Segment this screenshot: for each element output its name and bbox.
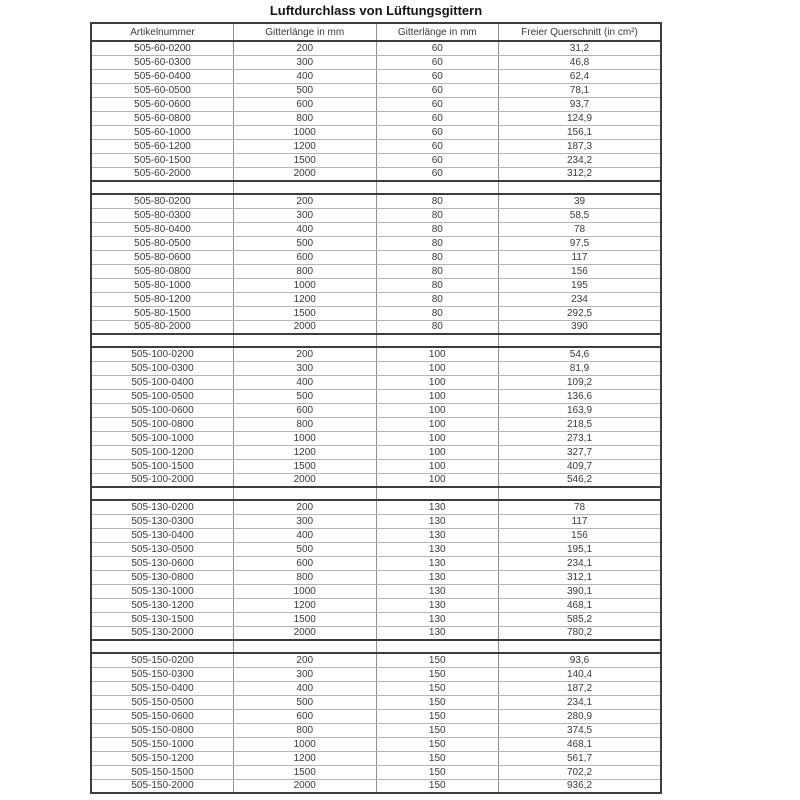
cell-gitterlaenge: 500 <box>234 83 377 97</box>
cell-gitterlaenge: 800 <box>234 111 377 125</box>
cell-gitterlaenge: 1200 <box>234 292 377 306</box>
cell-artikelnummer: 505-80-1000 <box>91 278 234 292</box>
cell-gitterlaenge: 1000 <box>234 278 377 292</box>
cell-gitterhoehe: 100 <box>376 473 499 487</box>
cell-querschnitt: 234,2 <box>499 153 661 167</box>
cell-artikelnummer: 505-150-1500 <box>91 765 234 779</box>
cell-querschnitt: 46,8 <box>499 55 661 69</box>
cell-artikelnummer: 505-80-1500 <box>91 306 234 320</box>
cell-artikelnummer: 505-130-0200 <box>91 500 234 514</box>
cell-gitterhoehe: 130 <box>376 542 499 556</box>
cell-gitterhoehe: 130 <box>376 570 499 584</box>
cell-artikelnummer: 505-150-0300 <box>91 667 234 681</box>
table-row <box>91 779 661 793</box>
cell-querschnitt: 39 <box>499 194 661 208</box>
cell-gitterlaenge: 800 <box>234 264 377 278</box>
cell-artikelnummer: 505-80-0400 <box>91 222 234 236</box>
table-row <box>91 389 661 403</box>
table-row <box>91 375 661 389</box>
cell-artikelnummer: 505-100-2000 <box>91 473 234 487</box>
cell-gitterlaenge: 1200 <box>234 445 377 459</box>
cell-gitterhoehe: 80 <box>376 222 499 236</box>
cell-querschnitt: 292,5 <box>499 306 661 320</box>
table-row <box>91 222 661 236</box>
separator-cell <box>91 181 234 194</box>
cell-querschnitt: 136,6 <box>499 389 661 403</box>
cell-gitterlaenge: 1000 <box>234 584 377 598</box>
cell-querschnitt: 409,7 <box>499 459 661 473</box>
cell-gitterlaenge: 1000 <box>234 125 377 139</box>
cell-querschnitt: 702,2 <box>499 765 661 779</box>
cell-artikelnummer: 505-150-0200 <box>91 653 234 667</box>
table-row <box>91 584 661 598</box>
cell-gitterhoehe: 60 <box>376 167 499 181</box>
table-row <box>91 69 661 83</box>
separator-row <box>91 640 661 653</box>
cell-gitterlaenge: 400 <box>234 222 377 236</box>
cell-gitterhoehe: 80 <box>376 292 499 306</box>
cell-gitterhoehe: 60 <box>376 111 499 125</box>
table-row <box>91 445 661 459</box>
cell-querschnitt: 936,2 <box>499 779 661 793</box>
cell-artikelnummer: 505-80-0800 <box>91 264 234 278</box>
cell-gitterhoehe: 100 <box>376 417 499 431</box>
cell-gitterhoehe: 150 <box>376 681 499 695</box>
cell-querschnitt: 195,1 <box>499 542 661 556</box>
table-row <box>91 139 661 153</box>
table-row <box>91 709 661 723</box>
cell-querschnitt: 374,5 <box>499 723 661 737</box>
cell-gitterhoehe: 100 <box>376 361 499 375</box>
cell-gitterlaenge: 1200 <box>234 139 377 153</box>
table-row <box>91 751 661 765</box>
cell-gitterlaenge: 200 <box>234 194 377 208</box>
cell-querschnitt: 109,2 <box>499 375 661 389</box>
table-row <box>91 125 661 139</box>
cell-gitterhoehe: 60 <box>376 55 499 69</box>
cell-querschnitt: 31,2 <box>499 41 661 55</box>
cell-gitterlaenge: 2000 <box>234 320 377 334</box>
separator-cell <box>91 640 234 653</box>
cell-querschnitt: 93,7 <box>499 97 661 111</box>
page-title: Luftdurchlass von Lüftungsgittern <box>269 3 483 18</box>
table-header <box>91 23 661 41</box>
cell-querschnitt: 187,2 <box>499 681 661 695</box>
column-header-gitterhoehe: Gitterlänge in mm <box>376 23 499 41</box>
cell-gitterlaenge: 200 <box>234 41 377 55</box>
cell-querschnitt: 163,9 <box>499 403 661 417</box>
cell-artikelnummer: 505-150-0800 <box>91 723 234 737</box>
cell-gitterhoehe: 130 <box>376 528 499 542</box>
group-separator <box>91 487 661 500</box>
cell-gitterhoehe: 80 <box>376 236 499 250</box>
table-row <box>91 264 661 278</box>
cell-gitterhoehe: 150 <box>376 653 499 667</box>
cell-gitterlaenge: 1500 <box>234 459 377 473</box>
cell-gitterlaenge: 500 <box>234 236 377 250</box>
separator-cell <box>499 640 661 653</box>
cell-gitterlaenge: 1200 <box>234 598 377 612</box>
cell-querschnitt: 468,1 <box>499 737 661 751</box>
cell-gitterlaenge: 300 <box>234 208 377 222</box>
cell-artikelnummer: 505-130-0300 <box>91 514 234 528</box>
cell-gitterhoehe: 60 <box>376 139 499 153</box>
cell-artikelnummer: 505-60-0600 <box>91 97 234 111</box>
table-row <box>91 681 661 695</box>
cell-gitterlaenge: 600 <box>234 403 377 417</box>
cell-gitterhoehe: 150 <box>376 709 499 723</box>
cell-gitterhoehe: 80 <box>376 250 499 264</box>
cell-gitterhoehe: 100 <box>376 375 499 389</box>
cell-gitterlaenge: 800 <box>234 723 377 737</box>
cell-gitterhoehe: 80 <box>376 278 499 292</box>
cell-gitterlaenge: 300 <box>234 55 377 69</box>
cell-artikelnummer: 505-100-0400 <box>91 375 234 389</box>
cell-gitterlaenge: 600 <box>234 250 377 264</box>
cell-artikelnummer: 505-80-0600 <box>91 250 234 264</box>
cell-artikelnummer: 505-80-0500 <box>91 236 234 250</box>
cell-querschnitt: 117 <box>499 514 661 528</box>
cell-artikelnummer: 505-80-0300 <box>91 208 234 222</box>
cell-gitterlaenge: 400 <box>234 375 377 389</box>
cell-querschnitt: 312,1 <box>499 570 661 584</box>
cell-gitterlaenge: 400 <box>234 69 377 83</box>
cell-querschnitt: 93,6 <box>499 653 661 667</box>
cell-gitterhoehe: 130 <box>376 500 499 514</box>
cell-artikelnummer: 505-60-1500 <box>91 153 234 167</box>
cell-gitterlaenge: 500 <box>234 695 377 709</box>
cell-querschnitt: 312,2 <box>499 167 661 181</box>
cell-artikelnummer: 505-100-1000 <box>91 431 234 445</box>
cell-artikelnummer: 505-60-1200 <box>91 139 234 153</box>
cell-gitterhoehe: 150 <box>376 737 499 751</box>
cell-gitterhoehe: 150 <box>376 779 499 793</box>
separator-row <box>91 181 661 194</box>
table-row <box>91 167 661 181</box>
table-row <box>91 111 661 125</box>
separator-cell <box>234 181 377 194</box>
cell-gitterlaenge: 400 <box>234 528 377 542</box>
cell-artikelnummer: 505-60-0500 <box>91 83 234 97</box>
cell-querschnitt: 546,2 <box>499 473 661 487</box>
cell-artikelnummer: 505-60-0800 <box>91 111 234 125</box>
row-group-150 <box>91 653 661 793</box>
table-row <box>91 292 661 306</box>
cell-artikelnummer: 505-150-1200 <box>91 751 234 765</box>
cell-querschnitt: 97,5 <box>499 236 661 250</box>
cell-gitterhoehe: 60 <box>376 153 499 167</box>
cell-querschnitt: 78 <box>499 222 661 236</box>
table-row <box>91 83 661 97</box>
cell-gitterhoehe: 100 <box>376 445 499 459</box>
cell-gitterlaenge: 300 <box>234 361 377 375</box>
cell-querschnitt: 78 <box>499 500 661 514</box>
separator-row <box>91 334 661 347</box>
cell-gitterlaenge: 600 <box>234 709 377 723</box>
group-separator <box>91 334 661 347</box>
cell-artikelnummer: 505-60-0200 <box>91 41 234 55</box>
cell-gitterhoehe: 100 <box>376 403 499 417</box>
separator-cell <box>234 640 377 653</box>
table-row <box>91 403 661 417</box>
cell-querschnitt: 390,1 <box>499 584 661 598</box>
table-row <box>91 626 661 640</box>
table-row <box>91 514 661 528</box>
table-row <box>91 417 661 431</box>
cell-querschnitt: 468,1 <box>499 598 661 612</box>
table-row <box>91 347 661 361</box>
cell-gitterlaenge: 600 <box>234 97 377 111</box>
cell-querschnitt: 218,5 <box>499 417 661 431</box>
separator-cell <box>499 334 661 347</box>
table-row <box>91 459 661 473</box>
column-header-artikelnummer: Artikelnummer <box>91 23 234 41</box>
cell-querschnitt: 561,7 <box>499 751 661 765</box>
cell-artikelnummer: 505-130-0500 <box>91 542 234 556</box>
row-group-80 <box>91 194 661 334</box>
cell-gitterlaenge: 800 <box>234 417 377 431</box>
cell-gitterhoehe: 100 <box>376 459 499 473</box>
cell-artikelnummer: 505-150-0600 <box>91 709 234 723</box>
cell-gitterhoehe: 60 <box>376 97 499 111</box>
table-row <box>91 153 661 167</box>
cell-gitterlaenge: 200 <box>234 653 377 667</box>
cell-gitterlaenge: 300 <box>234 667 377 681</box>
cell-artikelnummer: 505-100-0800 <box>91 417 234 431</box>
table-row <box>91 473 661 487</box>
cell-artikelnummer: 505-80-2000 <box>91 320 234 334</box>
cell-gitterlaenge: 1500 <box>234 153 377 167</box>
cell-gitterlaenge: 2000 <box>234 167 377 181</box>
cell-querschnitt: 234,1 <box>499 695 661 709</box>
table-row <box>91 194 661 208</box>
cell-gitterhoehe: 60 <box>376 83 499 97</box>
cell-gitterhoehe: 80 <box>376 320 499 334</box>
cell-gitterlaenge: 300 <box>234 514 377 528</box>
cell-artikelnummer: 505-150-1000 <box>91 737 234 751</box>
cell-gitterhoehe: 60 <box>376 41 499 55</box>
table-row <box>91 570 661 584</box>
cell-querschnitt: 156 <box>499 264 661 278</box>
row-group-100 <box>91 347 661 487</box>
cell-artikelnummer: 505-130-0600 <box>91 556 234 570</box>
table-row <box>91 97 661 111</box>
separator-cell <box>499 487 661 500</box>
cell-gitterhoehe: 130 <box>376 612 499 626</box>
cell-querschnitt: 81,9 <box>499 361 661 375</box>
cell-querschnitt: 327,7 <box>499 445 661 459</box>
table-row <box>91 306 661 320</box>
separator-cell <box>234 487 377 500</box>
cell-querschnitt: 780,2 <box>499 626 661 640</box>
cell-querschnitt: 58,5 <box>499 208 661 222</box>
cell-querschnitt: 140,4 <box>499 667 661 681</box>
cell-artikelnummer: 505-60-2000 <box>91 167 234 181</box>
cell-querschnitt: 234 <box>499 292 661 306</box>
table-row <box>91 55 661 69</box>
cell-gitterhoehe: 80 <box>376 306 499 320</box>
table-row <box>91 737 661 751</box>
cell-gitterhoehe: 150 <box>376 695 499 709</box>
cell-gitterlaenge: 200 <box>234 347 377 361</box>
cell-artikelnummer: 505-60-1000 <box>91 125 234 139</box>
table-row <box>91 208 661 222</box>
cell-artikelnummer: 505-150-0400 <box>91 681 234 695</box>
cell-gitterhoehe: 130 <box>376 514 499 528</box>
cell-gitterhoehe: 150 <box>376 765 499 779</box>
cell-artikelnummer: 505-60-0300 <box>91 55 234 69</box>
cell-querschnitt: 117 <box>499 250 661 264</box>
header-row <box>91 23 661 41</box>
cell-artikelnummer: 505-100-0200 <box>91 347 234 361</box>
cell-artikelnummer: 505-100-1500 <box>91 459 234 473</box>
separator-cell <box>376 181 499 194</box>
table-row <box>91 320 661 334</box>
cell-querschnitt: 234,1 <box>499 556 661 570</box>
row-group-130 <box>91 500 661 640</box>
cell-artikelnummer: 505-130-1000 <box>91 584 234 598</box>
table-row <box>91 598 661 612</box>
table-row <box>91 41 661 55</box>
table-row <box>91 556 661 570</box>
cell-gitterhoehe: 130 <box>376 626 499 640</box>
cell-querschnitt: 273,1 <box>499 431 661 445</box>
separator-cell <box>91 334 234 347</box>
cell-gitterlaenge: 500 <box>234 542 377 556</box>
cell-artikelnummer: 505-130-2000 <box>91 626 234 640</box>
cell-artikelnummer: 505-80-1200 <box>91 292 234 306</box>
cell-gitterlaenge: 800 <box>234 570 377 584</box>
cell-artikelnummer: 505-100-0300 <box>91 361 234 375</box>
cell-gitterlaenge: 600 <box>234 556 377 570</box>
table-row <box>91 765 661 779</box>
cell-gitterlaenge: 1000 <box>234 431 377 445</box>
separator-cell <box>376 640 499 653</box>
table-row <box>91 528 661 542</box>
table-row <box>91 500 661 514</box>
cell-gitterlaenge: 400 <box>234 681 377 695</box>
table-row <box>91 542 661 556</box>
table-row <box>91 667 661 681</box>
table-row <box>91 695 661 709</box>
cell-artikelnummer: 505-150-0500 <box>91 695 234 709</box>
cell-gitterhoehe: 130 <box>376 556 499 570</box>
cell-artikelnummer: 505-130-0400 <box>91 528 234 542</box>
table-row <box>91 612 661 626</box>
cell-gitterlaenge: 500 <box>234 389 377 403</box>
cell-gitterlaenge: 2000 <box>234 626 377 640</box>
cell-querschnitt: 78,1 <box>499 83 661 97</box>
column-header-gitterlaenge: Gitterlänge in mm <box>234 23 377 41</box>
cell-gitterlaenge: 2000 <box>234 779 377 793</box>
cell-gitterlaenge: 1500 <box>234 765 377 779</box>
cell-gitterhoehe: 60 <box>376 69 499 83</box>
cell-artikelnummer: 505-150-2000 <box>91 779 234 793</box>
separator-row <box>91 487 661 500</box>
table-row <box>91 653 661 667</box>
table-row <box>91 723 661 737</box>
cell-gitterlaenge: 200 <box>234 500 377 514</box>
cell-gitterhoehe: 150 <box>376 667 499 681</box>
cell-artikelnummer: 505-100-0500 <box>91 389 234 403</box>
cell-artikelnummer: 505-100-0600 <box>91 403 234 417</box>
cell-gitterhoehe: 100 <box>376 347 499 361</box>
separator-cell <box>499 181 661 194</box>
row-group-60 <box>91 41 661 181</box>
table-row <box>91 361 661 375</box>
cell-gitterhoehe: 100 <box>376 431 499 445</box>
separator-cell <box>91 487 234 500</box>
separator-cell <box>376 487 499 500</box>
cell-artikelnummer: 505-100-1200 <box>91 445 234 459</box>
cell-querschnitt: 390 <box>499 320 661 334</box>
cell-artikelnummer: 505-130-1200 <box>91 598 234 612</box>
table-row <box>91 431 661 445</box>
table-row <box>91 278 661 292</box>
cell-querschnitt: 156 <box>499 528 661 542</box>
cell-gitterlaenge: 1500 <box>234 306 377 320</box>
cell-gitterlaenge: 1500 <box>234 612 377 626</box>
group-separator <box>91 640 661 653</box>
cell-gitterhoehe: 130 <box>376 584 499 598</box>
separator-cell <box>234 334 377 347</box>
cell-gitterlaenge: 1200 <box>234 751 377 765</box>
cell-querschnitt: 195 <box>499 278 661 292</box>
cell-artikelnummer: 505-130-1500 <box>91 612 234 626</box>
cell-artikelnummer: 505-80-0200 <box>91 194 234 208</box>
column-header-querschnitt: Freier Querschnitt (in cm²) <box>499 23 661 41</box>
cell-gitterlaenge: 1000 <box>234 737 377 751</box>
separator-cell <box>376 334 499 347</box>
cell-gitterhoehe: 80 <box>376 208 499 222</box>
cell-gitterhoehe: 150 <box>376 751 499 765</box>
cell-gitterhoehe: 80 <box>376 264 499 278</box>
cell-gitterhoehe: 130 <box>376 598 499 612</box>
data-table <box>90 22 662 794</box>
cell-querschnitt: 585,2 <box>499 612 661 626</box>
cell-gitterhoehe: 150 <box>376 723 499 737</box>
table-row <box>91 250 661 264</box>
cell-querschnitt: 54,6 <box>499 347 661 361</box>
cell-querschnitt: 280,9 <box>499 709 661 723</box>
cell-querschnitt: 187,3 <box>499 139 661 153</box>
cell-artikelnummer: 505-60-0400 <box>91 69 234 83</box>
group-separator <box>91 181 661 194</box>
cell-gitterhoehe: 100 <box>376 389 499 403</box>
cell-artikelnummer: 505-130-0800 <box>91 570 234 584</box>
cell-querschnitt: 124,9 <box>499 111 661 125</box>
cell-gitterhoehe: 80 <box>376 194 499 208</box>
cell-gitterlaenge: 2000 <box>234 473 377 487</box>
table-row <box>91 236 661 250</box>
cell-gitterhoehe: 60 <box>376 125 499 139</box>
cell-querschnitt: 156,1 <box>499 125 661 139</box>
cell-querschnitt: 62,4 <box>499 69 661 83</box>
